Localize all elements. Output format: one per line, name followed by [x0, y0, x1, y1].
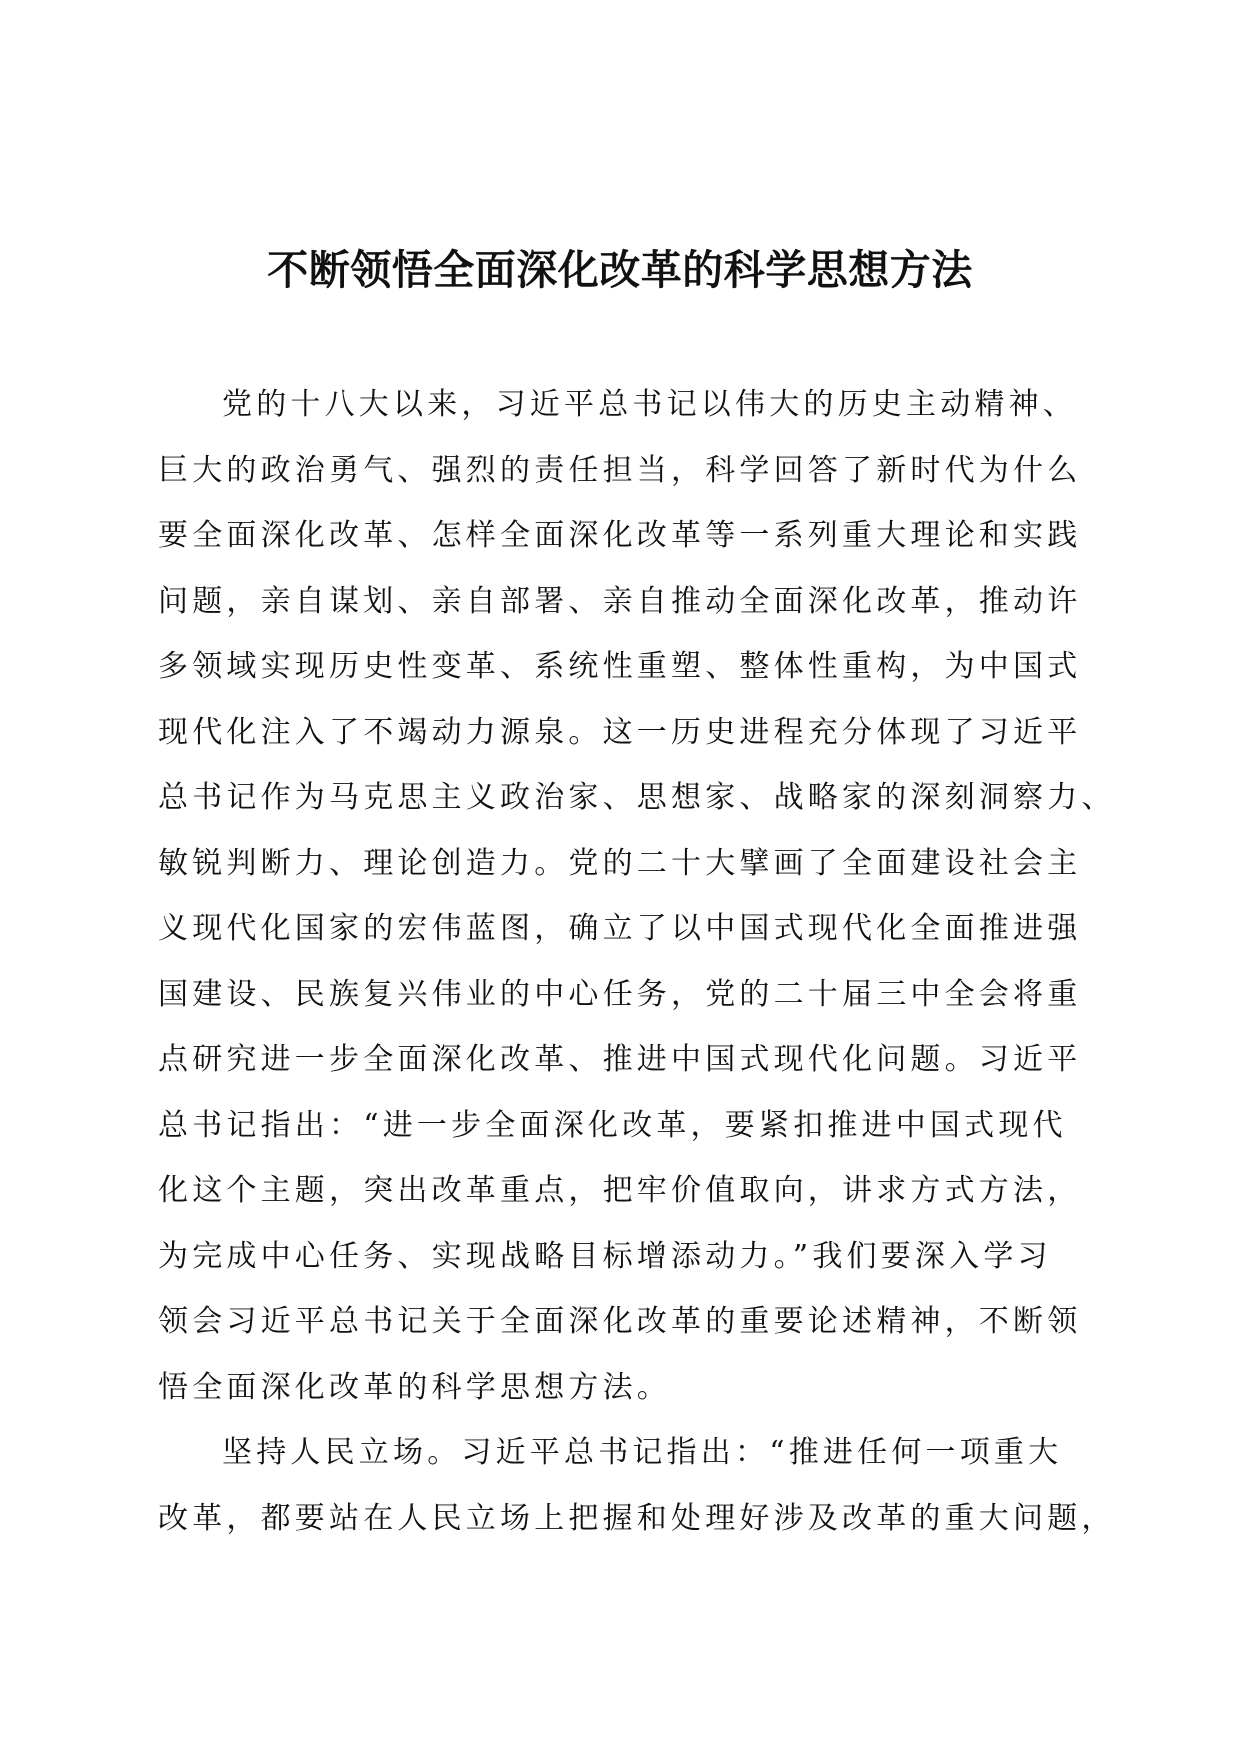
- text-line: 改革，都要站在人民立场上把握和处理好涉及改革的重大问题，: [158, 1500, 1116, 1536]
- text-line: 悟全面深化改革的科学思想方法。: [158, 1369, 671, 1405]
- text-line: 坚持人民立场。习近平总书记指出：“推进任何一项重大: [222, 1435, 1063, 1470]
- document-body: [158, 385, 1116, 1564]
- text-line: 多领域实现历史性变革、系统性重塑、整体性重构，为中国式: [158, 649, 1082, 684]
- text-line: 党的十八大以来，习近平总书记以伟大的历史主动精神、: [222, 387, 1077, 422]
- text-line: 领会习近平总书记关于全面深化改革的重要论述精神，不断领: [158, 1304, 1082, 1339]
- text-line: 义现代化国家的宏伟蓝图，确立了以中国式现代化全面推进强: [158, 911, 1082, 946]
- document-title: 不断领悟全面深化改革的科学思想方法: [267, 246, 973, 294]
- paragraph-intro: [158, 385, 1116, 1433]
- text-line: 总书记作为马克思主义政治家、思想家、战略家的深刻洞察力、: [158, 780, 1116, 815]
- text-line: 化这个主题，突出改革重点，把牢价值取向，讲求方式方法，: [158, 1173, 1082, 1208]
- text-line: 点研究进一步全面深化改革、推进中国式现代化问题。习近平: [158, 1042, 1082, 1077]
- text-line: 敏锐判断力、理论创造力。党的二十大擘画了全面建设社会主: [158, 845, 1082, 881]
- text-line: 总书记指出：“进一步全面深化改革，要紧扣推进中国式现代: [158, 1107, 1067, 1143]
- text-line: 要全面深化改革、怎样全面深化改革等一系列重大理论和实践: [158, 518, 1082, 553]
- text-line: 问题，亲自谋划、亲自部署、亲自推动全面深化改革，推动许: [158, 583, 1082, 619]
- text-line: 国建设、民族复兴伟业的中心任务，党的二十届三中全会将重: [158, 976, 1082, 1012]
- text-line: 巨大的政治勇气、强烈的责任担当，科学回答了新时代为什么: [158, 452, 1082, 488]
- paragraph-people-stance: [158, 1433, 1116, 1564]
- text-line: 为完成中心任务、实现战略目标增添动力。”我们要深入学习: [158, 1238, 1052, 1274]
- text-line: 现代化注入了不竭动力源泉。这一历史进程充分体现了习近平: [158, 714, 1082, 750]
